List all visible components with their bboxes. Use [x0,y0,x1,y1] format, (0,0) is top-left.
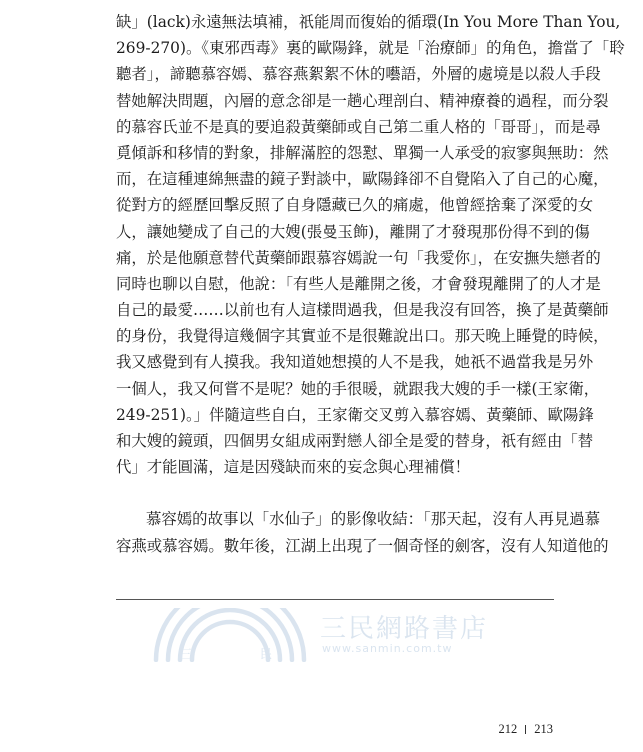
text-line: 人，讓她變成了自己的大嫂(張曼玉飾)，離開了才發現那份得不到的傷 [116,222,590,241]
text-line: 代」才能圓滿，這是因殘缺而來的妄念與心理補償！ [116,458,470,477]
text-line: 的身份，我覺得這幾個字其實並不是很難說出口。那天晚上睡覺的時候， [116,327,609,346]
paragraph-spacer [116,480,556,506]
page-numbers [499,722,554,737]
text-line: 269-270)。《東邪西毒》裏的歐陽鋒，就是「治療師」的角色，擔當了「聆 [116,39,625,58]
horizontal-rule [116,599,554,600]
watermark-arc-glyph: 民 [260,647,273,661]
text-line: 缺」(lack)永遠無法填補，祇能周而復始的循環(In You More Than You, [116,13,621,31]
text-line: 從對方的經歷回擊反照了自身隱藏已久的痛處，他曾經捨棄了深愛的女 [116,196,594,215]
text-line: 和大嫂的鏡頭，四個男女組成兩對戀人卻全是愛的替身，祇有經由「替 [116,432,594,450]
text-line: 而，在這種連綿無盡的鏡子對談中，歐陽鋒卻不自覺陷入了自己的心魔， [116,170,609,189]
folio-separator [525,725,526,734]
text-line: 的慕容氏並不是真的要追殺黃藥師或自己第二重人格的「哥哥」，而是尋 [116,117,601,136]
watermark [150,608,490,662]
text-line: 一個人，我又何嘗不是呢？她的手很暖，就跟我大嫂的手一樣(王家衛， [116,379,600,398]
body-text [116,9,625,559]
text-line: 聽者」，諦聽慕容嫣、慕容燕絮絮不休的囈語，外層的處境是以殺人手段 [116,65,601,84]
text-line: 慕容嫣的故事以「水仙子」的影像收結：「那天起，沒有人再見過慕 [146,510,601,529]
text-line: 替她解決問題，內層的意念卻是一趟心理剖白、精神療養的過程，而分裂 [116,91,609,110]
watermark-logo-arcs [150,608,310,662]
text-line: 覓傾訴和移情的對象，排解滿腔的怨懟、單獨一人承受的寂寥與無助：然 [116,143,609,162]
text-line: 同時也聊以自慰，他說：「有些人是離開之後，才會發現離開了的人才是 [116,274,601,293]
watermark-url: www.sanmin.com.tw [322,642,453,655]
page-number-left: 212 [498,722,518,736]
paragraph-1 [116,9,625,480]
watermark-name: 三民網路書店 [320,614,489,644]
paragraph-2 [116,506,609,558]
text-line: 我又感覺到有人摸我。我知道她想摸的人不是我，她祇不過當我是另外 [116,353,594,372]
text-line: 痛，於是他願意替代黃藥師跟慕容嫣說一句「我愛你」，在安撫失戀者的 [116,248,601,267]
text-line: 自己的最愛……以前也有人這樣問過我，但是我沒有回答，換了是黃藥師 [116,301,609,320]
page-number-right: 213 [534,722,553,736]
watermark-arc-glyph: 三 [180,647,193,661]
text-line: 249-251)。」伴隨這些自白，王家衛交叉剪入慕容嫣、黃藥師、歐陽鋒 [116,405,594,424]
text-line: 容燕或慕容嫣。數年後，江湖上出現了一個奇怪的劍客，沒有人知道他的 [116,536,609,555]
